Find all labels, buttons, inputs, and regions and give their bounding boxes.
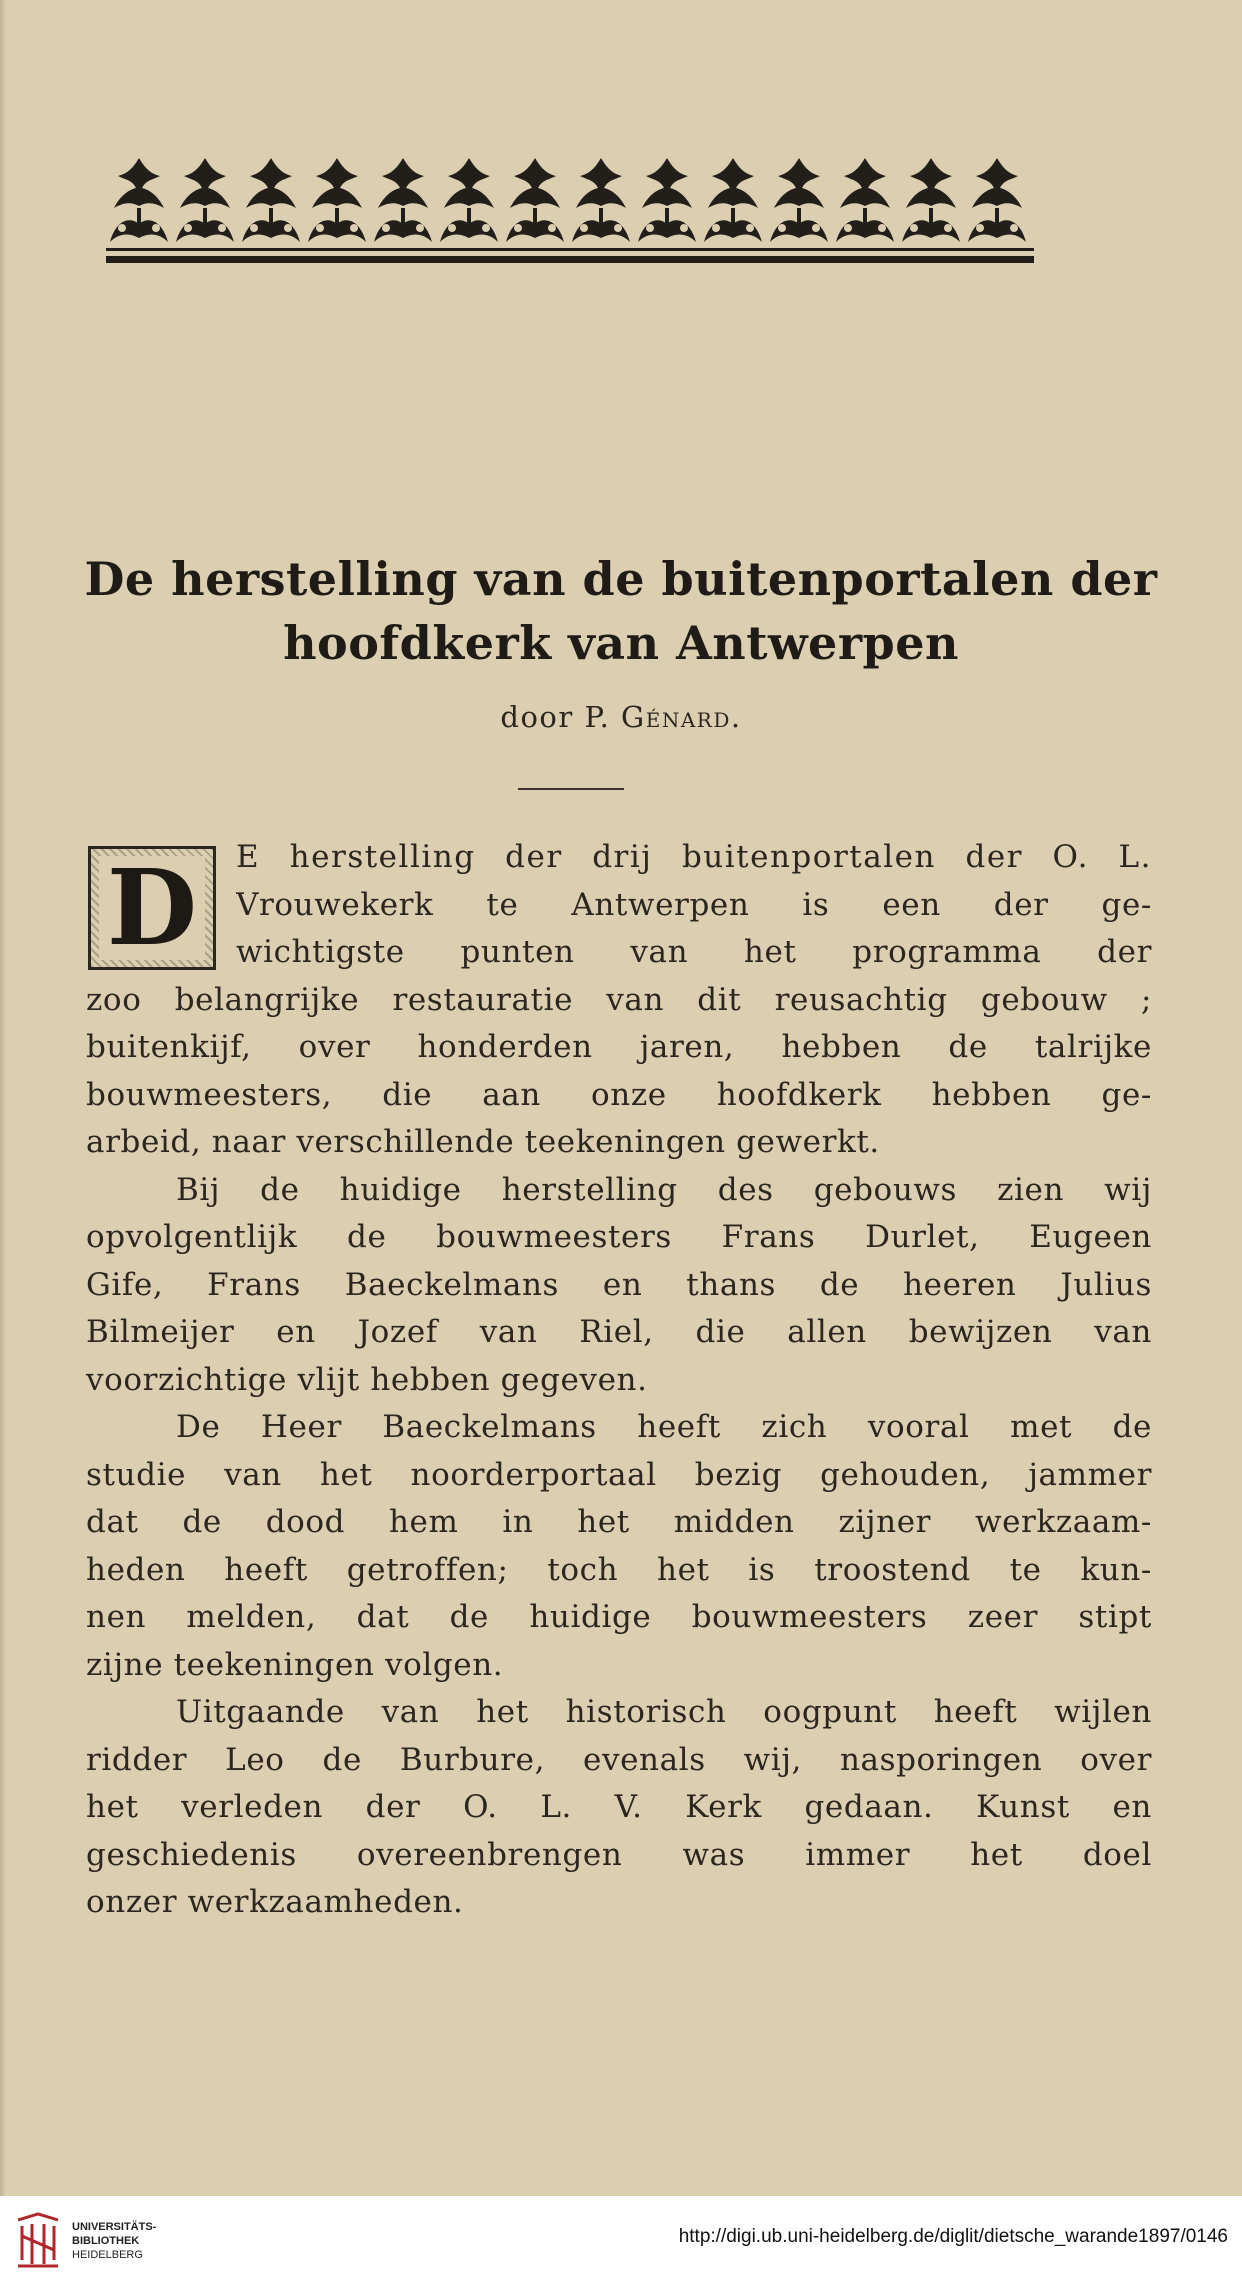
- body-text-line: onzer werkzaamheden.: [86, 1884, 464, 1920]
- body-text-line: zoo belangrijke restauratie van dit reusachtig gebouw ;: [86, 981, 1152, 1018]
- body-text-line: dat de dood hem in het midden zijner werkzaam-: [86, 1504, 1152, 1540]
- body-text-line: arbeid, naar verschillende teekeningen gewerkt.: [86, 1124, 880, 1160]
- ornament-leaf-icon: [704, 158, 762, 242]
- library-name: [72, 2220, 156, 2262]
- article-title-line-1: De herstelling van de buitenportalen der: [84, 552, 1158, 606]
- body-text-line: het verleden der O. L. V. Kerk gedaan. Kunst en: [86, 1789, 1152, 1825]
- ornament-leaf-icon: [242, 158, 300, 242]
- library-name-line-1: UNIVERSITÄTS-: [72, 2221, 157, 2233]
- drop-cap-initial: [88, 846, 216, 970]
- ornament-leaf-icon: [902, 158, 960, 242]
- byline-prefix: door P.: [500, 700, 622, 734]
- body-text-line: E herstelling der drij buitenportalen der O. L.: [236, 839, 1152, 875]
- library-logo-icon: [12, 2210, 64, 2272]
- body-text-line: nen melden, dat de huidige bouwmeesters zeer stipt: [86, 1599, 1152, 1635]
- author-name: Génard.: [621, 700, 742, 734]
- ornament-leaf-icon: [440, 158, 498, 242]
- body-text-line: Bilmeijer en Jozef van Riel, die allen bewijzen van: [86, 1314, 1152, 1350]
- ornamental-header-band: [106, 150, 1034, 268]
- ornament-leaf-icon: [968, 158, 1026, 242]
- ornament-leaf-icon: [176, 158, 234, 242]
- library-name-line-2: BIBLIOTHEK: [72, 2235, 140, 2247]
- page-edge: [0, 0, 6, 2196]
- body-text-line: zijne teekeningen volgen.: [86, 1646, 504, 1683]
- body-text-line: Gife, Frans Baeckelmans en thans de heeren Julius: [86, 1266, 1152, 1303]
- body-text-line: opvolgentlijk de bouwmeesters Frans Durlet, Eugeen: [86, 1219, 1152, 1255]
- body-text-line: wichtigste punten van het programma der: [236, 934, 1152, 970]
- body-text-line: Bij de huidige herstelling des gebouws zien wij: [176, 1171, 1152, 1208]
- body-text-line: voorzichtige vlijt hebben gegeven.: [86, 1361, 648, 1398]
- body-text-line: De Heer Baeckelmans heeft zich vooral met de: [176, 1409, 1152, 1445]
- body-text-line: bouwmeesters, die aan onze hoofdkerk hebben ge-: [86, 1076, 1152, 1113]
- footer-bar: [0, 2196, 1242, 2286]
- title-divider: [518, 788, 624, 790]
- article-title-line-2: hoofdkerk van Antwerpen: [283, 616, 959, 670]
- body-text-line: Vrouwekerk te Antwerpen is een der ge-: [236, 886, 1152, 923]
- ornament-leaf-icon: [572, 158, 630, 242]
- ornament-leaf-icon: [836, 158, 894, 242]
- body-text-line: buitenkijf, over honderden jaren, hebben de talrijke: [86, 1029, 1152, 1065]
- body-text-line: geschiedenis overeenbrengen was immer het doel: [86, 1836, 1152, 1873]
- ornament-leaf-icon: [770, 158, 828, 242]
- ornament-leaf-icon: [374, 158, 432, 242]
- drop-cap-letter: D: [99, 856, 205, 960]
- ornament-leaf-icon: [638, 158, 696, 242]
- body-text-line: heden heeft getroffen; toch het is troostend te kun-: [86, 1551, 1152, 1588]
- source-url-link[interactable]: http://digi.ub.uni-heidelberg.de/diglit/dietsche_warande1897/0146: [678, 2226, 1228, 2247]
- body-text-line: studie van het noorderportaal bezig gehouden, jammer: [86, 1456, 1152, 1493]
- library-name-line-3: HEIDELBERG: [72, 2249, 143, 2261]
- ornament-leaf-icon: [308, 158, 366, 242]
- ornament-leaf-icon: [110, 158, 168, 242]
- body-text-line: Uitgaande van het historisch oogpunt heeft wijlen: [176, 1694, 1152, 1730]
- byline: [0, 700, 1242, 734]
- body-text-line: ridder Leo de Burbure, evenals wij, nasporingen over: [86, 1741, 1152, 1778]
- ornament-leaf-icon: [506, 158, 564, 242]
